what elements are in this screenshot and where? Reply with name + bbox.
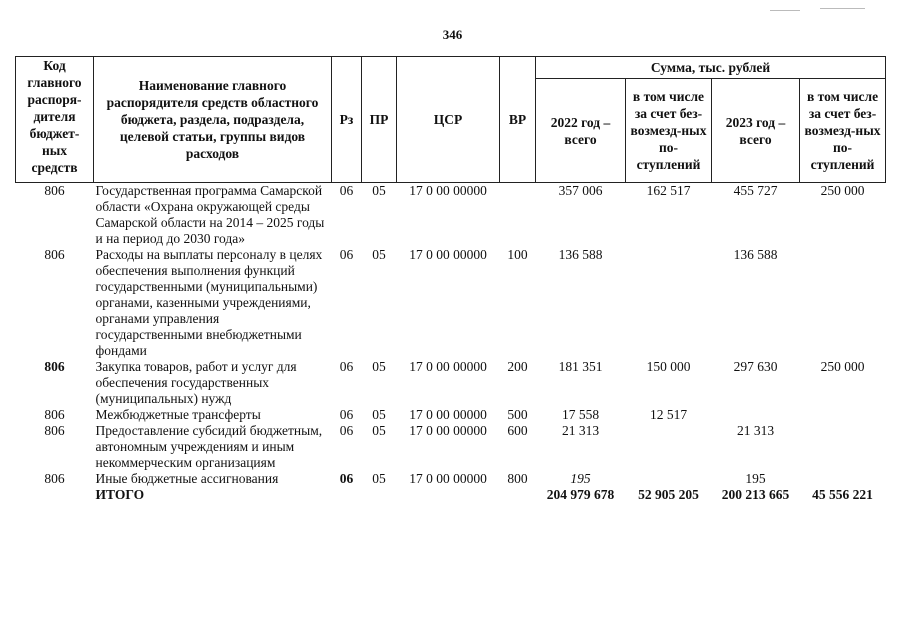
total-label: ИТОГО (95, 487, 145, 502)
table-row (16, 359, 886, 407)
row-2023-free: 250 000 (820, 359, 865, 374)
row-name: Иные бюджетные ассигнования (95, 471, 279, 486)
row-2022-free (626, 471, 712, 487)
header-vr: ВР (500, 57, 536, 183)
scan-mark (820, 8, 865, 9)
row-name: Расходы на выплаты персоналу в целях обеспечения выполнения функций государственными (муниципальными) органами, казенными учреждениями, органами управления государственными внебюджетными фондами (95, 247, 323, 358)
header-2022-total: 2022 год – всего (536, 79, 626, 183)
row-name: Закупка товаров, работ и услуг для обеспечения государственных (муниципальных) нужд (95, 359, 297, 406)
row-code: 806 (44, 471, 65, 486)
total-2022-free: 52 905 205 (638, 487, 699, 502)
header-code: Код главного распоря-дителя бюджет-ных средств (16, 57, 94, 183)
row-vr: 800 (507, 471, 528, 486)
row-vr: 600 (507, 423, 528, 438)
header-sum: Сумма, тыс. рублей (536, 57, 886, 79)
row-2022-free (626, 423, 712, 471)
total-2023-free: 45 556 221 (812, 487, 873, 502)
row-code: 806 (44, 407, 65, 422)
table-row (16, 423, 886, 471)
row-csr: 17 0 00 00000 (409, 359, 487, 374)
scan-mark (770, 10, 800, 11)
row-2023-free (800, 471, 886, 487)
total-empty-cell (16, 487, 94, 503)
row-2022-total: 357 006 (558, 183, 603, 198)
row-csr: 17 0 00 00000 (409, 423, 487, 438)
row-rz: 06 (339, 407, 354, 422)
row-pr: 05 (372, 407, 386, 422)
budget-table (15, 56, 886, 503)
row-2023-total: 195 (745, 471, 766, 486)
row-pr: 05 (372, 183, 386, 198)
row-csr: 17 0 00 00000 (409, 407, 487, 422)
row-2022-total: 17 558 (561, 407, 600, 422)
table-row (16, 183, 886, 248)
row-2022-free: 12 517 (649, 407, 688, 422)
row-vr: 200 (507, 359, 528, 374)
total-empty-cell (332, 487, 362, 503)
header-2023-total: 2023 год – всего (712, 79, 800, 183)
table-row (16, 247, 886, 359)
header-pr: ПР (362, 57, 397, 183)
row-name: Межбюджетные трансферты (95, 407, 261, 422)
row-2023-free (800, 423, 886, 471)
row-2023-free: 250 000 (820, 183, 865, 198)
row-code: 806 (44, 359, 65, 374)
row-rz: 06 (339, 423, 354, 438)
total-empty-cell (362, 487, 397, 503)
row-2022-free: 162 517 (646, 183, 691, 198)
row-name: Государственная программа Самарской области «Охрана окружающей среды Самарской области на 2014 – 2025 годы и на период до 2030 года» (95, 183, 325, 246)
header-csr: ЦСР (397, 57, 500, 183)
row-2023-total: 455 727 (733, 183, 778, 198)
row-code: 806 (44, 423, 65, 438)
row-2022-total: 195 (570, 471, 591, 486)
row-2022-free (626, 247, 712, 359)
row-vr: 100 (507, 247, 528, 262)
row-csr: 17 0 00 00000 (409, 471, 487, 486)
row-2022-total: 136 588 (558, 247, 603, 262)
table-row (16, 471, 886, 487)
row-code: 806 (44, 183, 65, 198)
row-pr: 05 (372, 423, 386, 438)
row-pr: 05 (372, 247, 386, 262)
row-vr: 500 (507, 407, 528, 422)
total-row (16, 487, 886, 503)
row-rz: 06 (339, 247, 354, 262)
table-row (16, 407, 886, 423)
total-empty-cell (397, 487, 500, 503)
page-number: 346 (442, 27, 463, 42)
row-name: Предоставление субсидий бюджетным, автономным учреждениям и иным некоммерческим организациям (95, 423, 323, 470)
row-vr (500, 183, 536, 248)
row-rz: 06 (339, 183, 354, 198)
row-2023-total: 136 588 (733, 247, 778, 262)
row-2022-total: 181 351 (558, 359, 603, 374)
total-empty-cell (500, 487, 536, 503)
header-2023-free: в том числе за счет без-возмезд-ных по-ступлений (800, 79, 886, 183)
row-rz: 06 (339, 359, 354, 374)
total-2022-total: 204 979 678 (546, 487, 615, 502)
row-2023-total: 297 630 (733, 359, 778, 374)
row-2023-total: 21 313 (736, 423, 775, 438)
row-csr: 17 0 00 00000 (409, 183, 487, 198)
row-2022-free: 150 000 (646, 359, 691, 374)
row-csr: 17 0 00 00000 (409, 247, 487, 262)
header-name: Наименование главного распорядителя средств областного бюджета, раздела, подраздела, целевой статьи, группы видов расходов (94, 57, 332, 183)
row-pr: 05 (372, 471, 386, 486)
row-pr: 05 (372, 359, 386, 374)
header-rz: Рз (332, 57, 362, 183)
header-2022-free: в том числе за счет без-возмезд-ных по-ступлений (626, 79, 712, 183)
row-2023-free (800, 407, 886, 423)
row-code: 806 (44, 247, 65, 262)
row-rz: 06 (339, 471, 354, 486)
row-2023-total (712, 407, 800, 423)
row-2022-total: 21 313 (561, 423, 600, 438)
row-2023-free (800, 247, 886, 359)
total-2023-total: 200 213 665 (721, 487, 790, 502)
